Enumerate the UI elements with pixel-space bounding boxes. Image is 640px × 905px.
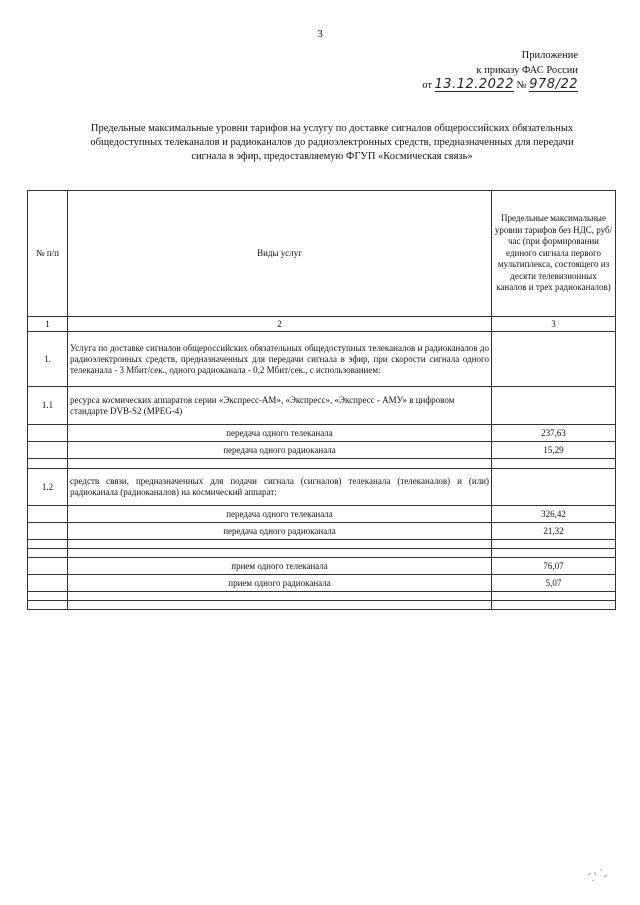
page-number: 3 (317, 28, 323, 40)
table-row (28, 575, 616, 592)
row-number: 1.1 (28, 387, 68, 425)
column-number-2: 2 (68, 317, 492, 332)
table-row (28, 442, 616, 459)
tariff-value: 76,07 (492, 558, 616, 575)
spacer-row (28, 601, 616, 610)
table-row (28, 425, 616, 442)
tariff-value: 15,29 (492, 442, 616, 459)
column-number-3: 3 (492, 317, 616, 332)
header-services: Виды услуг (68, 191, 492, 317)
table-row (28, 523, 616, 540)
table-row (28, 332, 616, 387)
tariff-value: 237,63 (492, 425, 616, 442)
row-value-empty (492, 387, 616, 425)
header-number: № п/п (28, 191, 68, 317)
appendix-label: Приложение (521, 50, 578, 61)
table-row (28, 387, 616, 425)
table-row (28, 506, 616, 523)
order-date-number (422, 78, 578, 93)
number-sign: № (516, 80, 527, 91)
row-description: ресурса космических аппаратов серии «Экспресс-АМ», «Экспресс», «Экспресс - АМУ» в цифровом стандарте DVB-S2 (MPEG-4) (68, 387, 492, 425)
service-label: передача одного телеканала (68, 425, 492, 442)
order-reference: к приказу ФАС России (476, 65, 578, 76)
service-label: передача одного радиоканала (68, 523, 492, 540)
tariff-value: 5,07 (492, 575, 616, 592)
header-tariff: Предельные максимальные уровни тарифов без НДС, руб/час (при формировании единого сигнала первого мультиплекса, состоящего из десяти телевизионных каналов и трех радиоканалов) (492, 191, 616, 317)
service-label: передача одного телеканала (68, 506, 492, 523)
tariff-value: 21,32 (492, 523, 616, 540)
row-description: Услуга по доставке сигналов общероссийских обязательных общедоступных телеканалов и радиоканалов до радиоэлектронных средств, предназначенных для передачи сигнала в эфир, при скорости сигнала одного телеканала - 3 Мбит/сек., одного радиоканала - 0,2 Мбит/сек., с использованием: (68, 332, 492, 387)
handwritten-number: 978/22 (529, 77, 578, 92)
spacer-row (28, 592, 616, 601)
table-row (28, 558, 616, 575)
handwritten-date: 13.12.2022 (434, 77, 514, 92)
spacer-row (28, 459, 616, 469)
table-row (28, 469, 616, 506)
row-description: средств связи, предназначенных для подачи сигнала (сигналов) телеканала (телеканалов) и (или) радиоканала (радиоканалов) на космический аппарат: (68, 469, 492, 506)
column-number-row (28, 317, 616, 332)
tariff-value: 326,42 (492, 506, 616, 523)
date-prefix: от (422, 80, 432, 91)
row-value-empty (492, 332, 616, 387)
table-header-row (28, 191, 616, 317)
scan-mark-icon (584, 863, 614, 885)
spacer-row (28, 540, 616, 549)
row-value-empty (492, 469, 616, 506)
row-number: 1. (28, 332, 68, 387)
row-number: 1.2 (28, 469, 68, 506)
appendix-header (422, 48, 578, 93)
service-label: прием одного радиоканала (68, 575, 492, 592)
service-label: прием одного телеканала (68, 558, 492, 575)
column-number-1: 1 (28, 317, 68, 332)
document-title: Предельные максимальные уровни тарифов на услугу по доставке сигналов общероссийских обязательных общедоступных телеканалов и радиоканалов до радиоэлектронных средств, предназначенных для передачи сигнала в эфир, предоставляемую ФГУП «Космическая связь» (90, 123, 574, 162)
service-label: передача одного радиоканала (68, 442, 492, 459)
tariff-table (27, 190, 616, 610)
spacer-row (28, 549, 616, 558)
